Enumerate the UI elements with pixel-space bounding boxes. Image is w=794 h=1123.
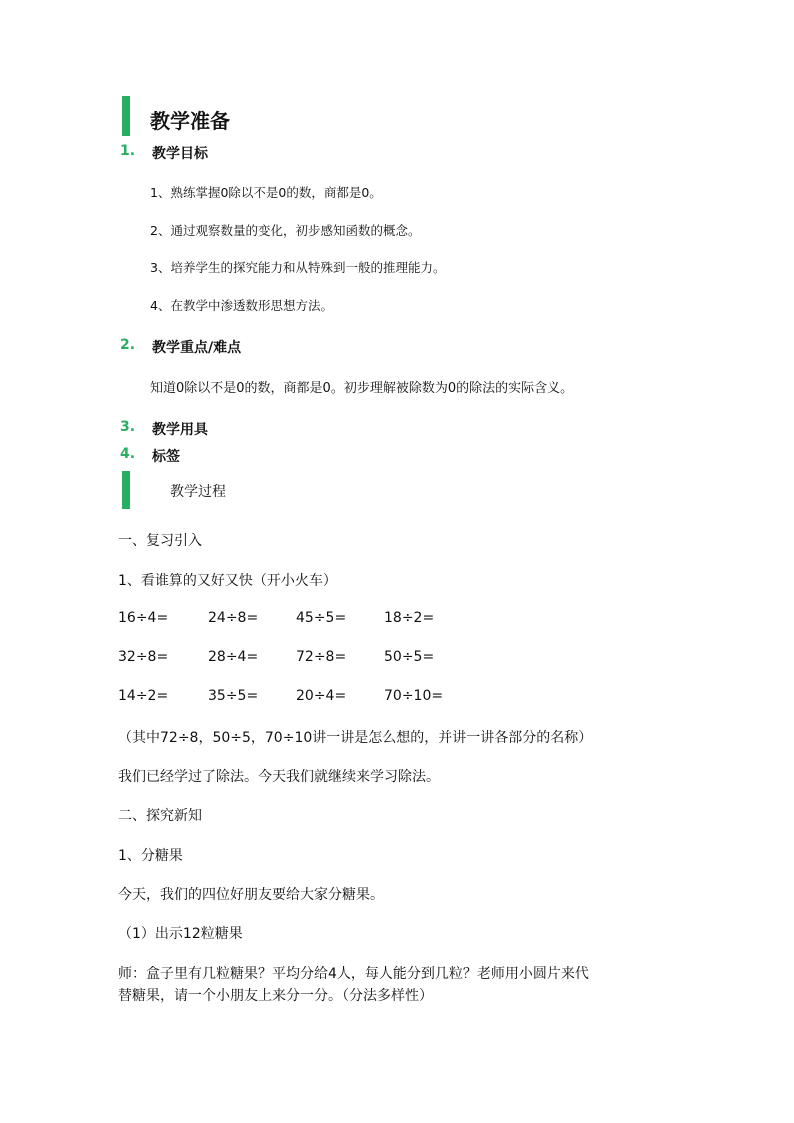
intro-text: 今天，我们的四位好朋友要给大家分糖果。 [118,887,384,903]
section-number: 1. [120,143,136,159]
equation: 72÷8= [296,649,347,665]
page-title: 教学准备 [150,109,230,133]
equation: 18÷2= [384,610,435,626]
review-item: 1、看谁算的又好又快（开小火车） [118,573,337,589]
equation: 45÷5= [296,610,347,626]
section-accent-bar [122,96,130,136]
equation: 14÷2= [118,688,169,704]
equation-note: （其中72÷8，50÷5，70÷10讲一讲是怎么想的，并讲一讲各部分的名称） [118,730,593,746]
goal-item: 4、在教学中渗透数形思想方法。 [150,298,333,313]
goal-item: 1、熟练掌握0除以不是0的数，商都是0。 [150,185,382,200]
teacher-text: 替糖果，请一个小朋友上来分一分。（分法多样性） [118,988,433,1004]
transition-text: 我们已经学过了除法。今天我们就继续来学习除法。 [118,769,440,785]
equation: 20÷4= [296,688,347,704]
teacher-text: 师：盒子里有几粒糖果？平均分给4人，每人能分到几粒？老师用小圆片来代 [118,966,589,982]
equation: 28÷4= [208,649,259,665]
explore-heading: 二、探究新知 [118,808,202,824]
section-title-goals: 教学目标 [152,146,208,162]
step-text: （1）出示12粒糖果 [118,926,243,942]
section-title-tags: 标签 [152,449,180,465]
section-title-keypoints: 教学重点/难点 [152,340,242,356]
review-heading: 一、复习引入 [118,533,202,549]
equation: 70÷10= [384,688,444,704]
section-title-tools: 教学用具 [152,422,208,438]
key-point-text: 知道0除以不是0的数，商都是0。初步理解被除数为0的除法的实际含义。 [150,381,574,396]
process-title: 教学过程 [170,484,226,500]
equation: 35÷5= [208,688,259,704]
goal-item: 3、培养学生的探究能力和从特殊到一般的推理能力。 [150,260,446,275]
explore-item: 1、分糖果 [118,848,183,864]
equation: 50÷5= [384,649,435,665]
section-number: 3. [120,419,136,435]
section-number: 4. [120,446,136,462]
equation: 24÷8= [208,610,259,626]
equation: 32÷8= [118,649,169,665]
goal-item: 2、通过观察数量的变化，初步感知函数的概念。 [150,223,421,238]
section-number: 2. [120,337,136,353]
section-accent-bar [122,471,130,509]
equation: 16÷4= [118,610,169,626]
